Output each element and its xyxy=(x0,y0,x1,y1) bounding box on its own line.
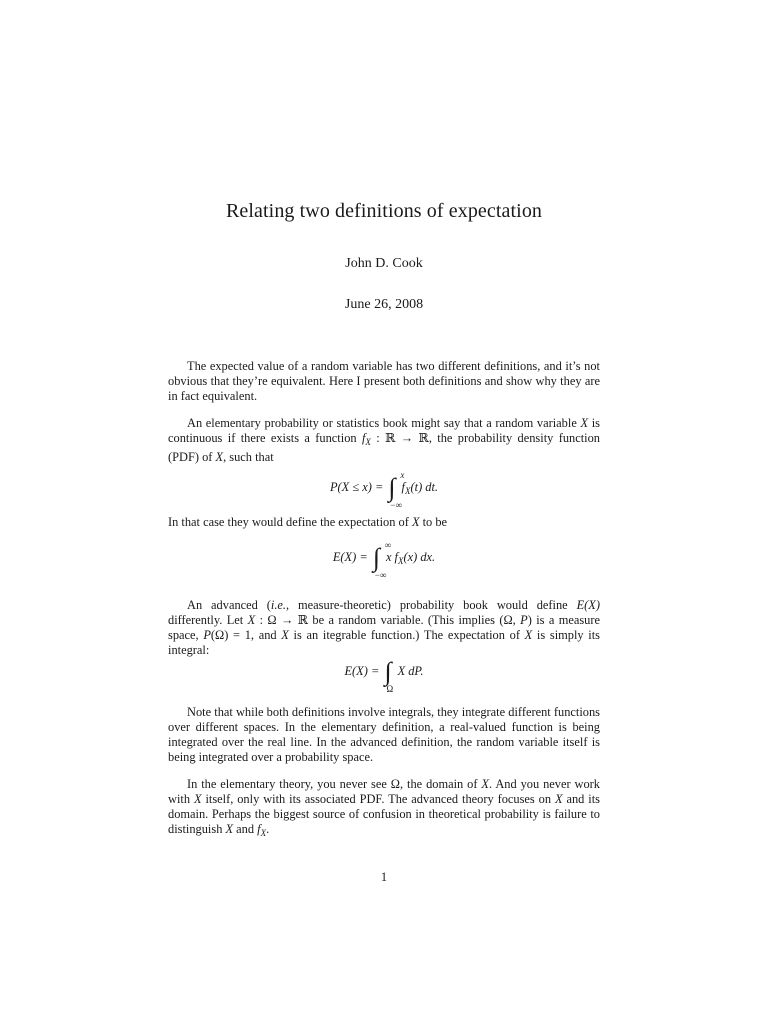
paragraph-text: An advanced (i.e., measure-theoretic) probability book would define E(X) differently. Let X : Ω → ℝ be a random variable. (This implies (Ω, P) is a measure space, P(Ω) = 1, and X is an itegrable function.) The expectation of X is simply its integral: xyxy=(168,598,601,657)
page-number: 1 xyxy=(380,870,388,884)
paragraph-text: Note that while both definitions involve integrals, they integrate different functions over different spaces. In the elementary definition, a real-valued function is being integrated over the real line. In the advanced definition, the random variable itself is being integrated over a probability space. xyxy=(168,705,600,764)
equation-cdf: P(X ≤ x) = ∫ x −∞ $f_X(t)$ dt. xyxy=(329,470,439,510)
paragraph-note xyxy=(168,705,600,765)
paper-title: Relating two definitions of expectation xyxy=(225,200,543,222)
paragraph-text: The expected value of a random variable has two different definitions, and it’s not obvious that they’re equivalent. Here I present both definitions and show why they are in fact equivalent. xyxy=(168,359,600,403)
paper-date: June 26, 2008 xyxy=(344,297,424,312)
paragraph-define xyxy=(168,515,600,530)
integral-sign: ∫ ∞ −∞ xyxy=(372,540,392,580)
paragraph-text: In the elementary theory, you never see Ω, the domain of X. And you never work with X itself, only with its associated PDF. The advanced theory focuses on X and its domain. Perhaps the biggest source of confusion in theoretical probability is failure to distinguish X and $f_X$. xyxy=(168,777,600,838)
equation-lhs: P(X ≤ x) = xyxy=(329,480,387,494)
paragraph-text: An elementary probability or statistics book might say that a random variable X is continuous if there exists a function $f_X$ : ℝ → ℝ, the probability density function (PDF) of X, such that xyxy=(168,416,600,464)
paragraph-advanced xyxy=(168,598,600,658)
integral-sign: ∫ Ω xyxy=(384,657,394,694)
equation-expectation-advanced: E(X) = ∫ Ω X dP. xyxy=(344,657,424,694)
paragraph-intro xyxy=(168,359,600,404)
integral-sign: ∫ x −∞ xyxy=(388,470,405,510)
paper-author: John D. Cook xyxy=(345,256,423,271)
equation-expectation-elementary: E(X) = ∫ ∞ −∞ x $f_X(x)$ dx. xyxy=(332,540,436,580)
paragraph-elementary xyxy=(168,416,600,465)
paragraph-confusion xyxy=(168,777,600,841)
paragraph-text: In that case they would define the expectation of X to be xyxy=(168,515,448,529)
